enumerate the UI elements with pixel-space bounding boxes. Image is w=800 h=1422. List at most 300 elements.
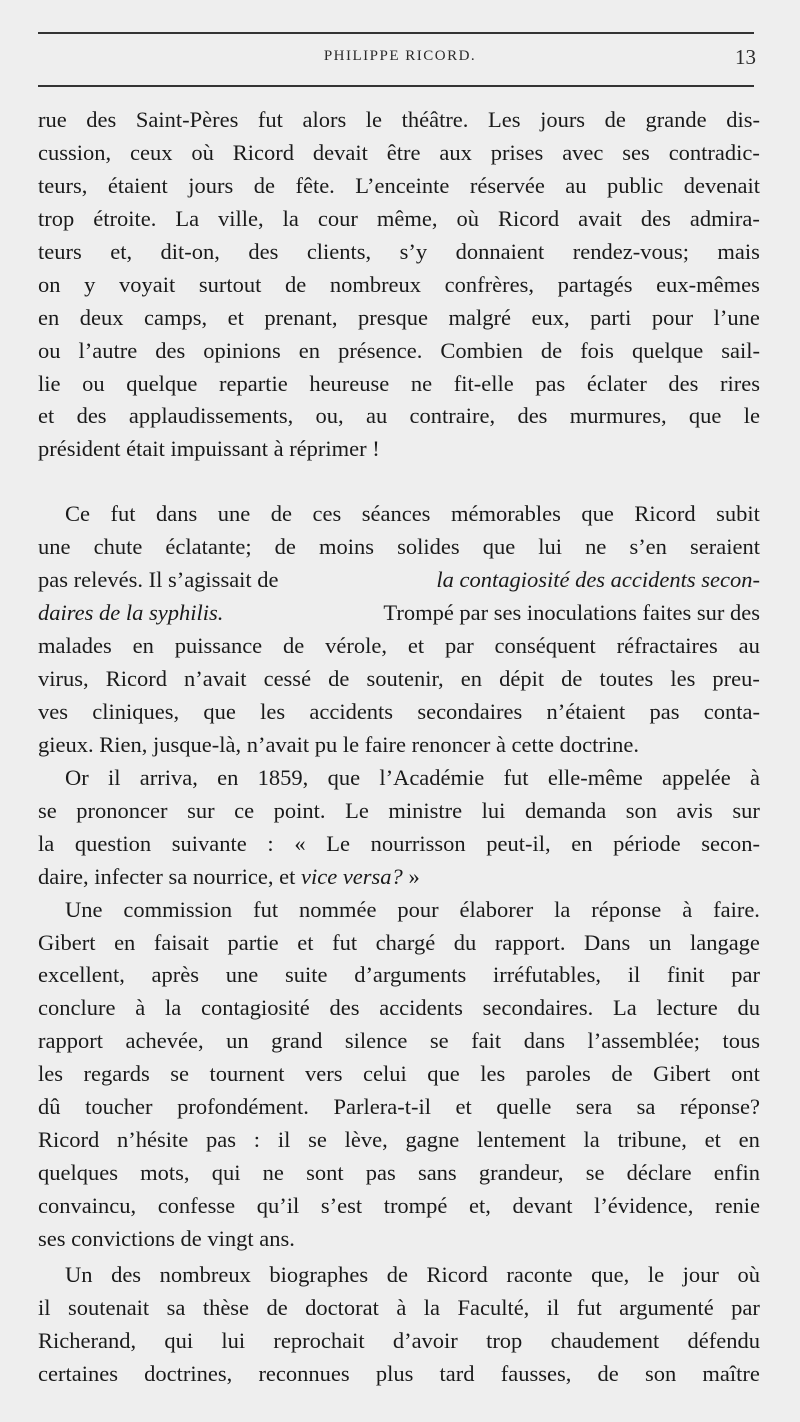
word: ou,	[315, 403, 344, 429]
word: cessé	[263, 666, 312, 691]
word: rendez-vous;	[572, 238, 689, 264]
word: La	[613, 995, 637, 1021]
word: fut	[503, 764, 529, 790]
word: faisait	[153, 929, 209, 955]
word: les	[260, 698, 286, 724]
word: maître	[702, 1360, 760, 1386]
word: de	[540, 337, 563, 363]
word: confesse	[157, 1193, 236, 1218]
word: être	[386, 139, 421, 165]
word: déclare	[626, 1160, 692, 1186]
word: voyait	[118, 271, 176, 297]
word: ministre	[388, 797, 463, 823]
word: par	[444, 633, 474, 659]
word: La	[175, 205, 200, 231]
word: fausses,	[500, 1360, 572, 1386]
word: lie	[38, 370, 61, 396]
word: tournent	[209, 1061, 285, 1087]
text-line	[38, 1157, 760, 1190]
word: un	[226, 1028, 249, 1054]
word: la	[423, 1294, 441, 1320]
word: sur	[187, 797, 215, 823]
word: en	[298, 337, 321, 363]
word: ne	[262, 1160, 284, 1186]
word: devait	[312, 139, 368, 165]
paragraph	[38, 1259, 760, 1391]
word: dans	[156, 501, 198, 527]
word: suivante	[171, 830, 247, 856]
word: trop	[38, 205, 75, 231]
word: par	[731, 1294, 760, 1320]
word: de	[611, 1061, 633, 1087]
word: fête.	[295, 172, 335, 198]
text-line	[38, 400, 760, 433]
word: que	[327, 764, 361, 790]
word: à	[135, 995, 146, 1021]
word: le	[647, 1261, 665, 1287]
word: certaines	[38, 1360, 118, 1386]
word: en	[460, 666, 483, 691]
word: s’y	[399, 238, 428, 264]
word: et	[455, 1094, 472, 1120]
word: dis-	[726, 107, 760, 132]
word: donnaient	[455, 238, 545, 264]
word: sans	[417, 1160, 457, 1186]
word: rires	[720, 370, 760, 396]
word: dans	[523, 1028, 565, 1054]
word: qui	[211, 1160, 241, 1186]
word: réponse	[591, 896, 662, 922]
word: parti	[590, 304, 632, 330]
word: toutes	[599, 666, 654, 691]
word: Richerand,	[38, 1327, 137, 1353]
word: eux-mêmes	[656, 271, 760, 297]
word: moins	[319, 534, 375, 560]
text-run: »	[408, 863, 420, 889]
text-line	[38, 498, 760, 531]
word: sont	[306, 1160, 344, 1186]
word: repartie	[219, 370, 288, 396]
word: subit	[716, 501, 760, 527]
text-line	[38, 762, 760, 795]
word: où	[456, 205, 479, 231]
word: finit	[667, 962, 705, 988]
word: rapport.	[494, 929, 566, 955]
word: Le	[326, 830, 350, 856]
word: rue	[38, 107, 67, 132]
word: dû	[38, 1094, 61, 1120]
paragraph	[38, 762, 760, 894]
word: Gibert	[653, 1061, 711, 1087]
word: de	[274, 534, 296, 560]
word: reprochait	[273, 1327, 365, 1353]
text-line	[38, 1091, 760, 1124]
word: des	[329, 995, 360, 1021]
word: de	[283, 633, 305, 659]
word: des	[111, 1261, 142, 1287]
word: s’est	[320, 1193, 363, 1218]
word: trop	[486, 1327, 523, 1353]
word: fait	[471, 1028, 502, 1054]
word: éclatante;	[165, 534, 252, 560]
word: et	[38, 403, 55, 429]
word: ne	[410, 370, 433, 396]
word: et	[704, 1127, 721, 1153]
word: Ricord	[634, 501, 696, 527]
word: se	[308, 1127, 327, 1153]
word: pas	[535, 370, 566, 396]
word: il	[546, 1294, 560, 1320]
word: de	[386, 1261, 408, 1287]
word: chaudement	[550, 1327, 660, 1353]
word: alors	[302, 107, 347, 132]
text-line	[38, 1292, 760, 1325]
word: à	[396, 1294, 407, 1320]
word: la	[164, 995, 182, 1021]
text-line: ses convictions de vingt ans.	[38, 1225, 295, 1251]
word: profondément.	[177, 1094, 309, 1120]
word: Combien	[440, 337, 523, 363]
word: lui	[538, 534, 563, 560]
word: doctorat	[305, 1294, 379, 1320]
word: fut	[332, 929, 358, 955]
text-line	[38, 597, 760, 630]
word: de	[328, 666, 350, 691]
word: au	[565, 172, 587, 198]
word: le	[743, 403, 760, 429]
word: grande	[645, 107, 707, 132]
word: étroite.	[93, 205, 157, 231]
word: de	[561, 666, 583, 691]
word: quelques	[38, 1160, 118, 1186]
word: rapport	[38, 1028, 103, 1054]
text-run: Trompé par ses inoculations faites sur des	[383, 600, 760, 626]
word: Ricord	[38, 1127, 100, 1153]
word: langage	[689, 929, 760, 955]
word: cliniques,	[92, 698, 180, 724]
word: présence.	[338, 337, 423, 363]
word: sail-	[721, 337, 760, 363]
word: quelque	[631, 337, 704, 363]
word: n’étaient	[546, 698, 626, 724]
word: Ricord	[497, 205, 560, 231]
word: Ricord	[105, 666, 167, 691]
word: Dans	[584, 929, 631, 955]
word: sa	[636, 1094, 656, 1120]
text-line	[38, 663, 760, 696]
word: ves	[38, 698, 68, 724]
paragraph-gap	[38, 466, 760, 498]
word: malgré	[448, 304, 511, 330]
word: d’avoir	[392, 1327, 458, 1353]
italic-title-run: la contagiosité des accidents secon-	[436, 567, 760, 593]
word: eux,	[531, 304, 570, 330]
text-line	[38, 170, 760, 203]
word: l’assemblée;	[587, 1028, 700, 1054]
word: soutenait	[67, 1294, 150, 1320]
word: il	[38, 1294, 51, 1320]
word: heureuse	[309, 370, 390, 396]
word: lève,	[344, 1127, 388, 1153]
word: peut-il,	[486, 830, 551, 856]
word: de	[597, 1360, 619, 1386]
word: deux	[79, 304, 124, 330]
word: public	[607, 172, 664, 198]
word: l’une	[713, 304, 760, 330]
text-line	[38, 927, 760, 960]
word: lecture	[656, 995, 718, 1021]
word: clients,	[306, 238, 372, 264]
word: nourrisson	[370, 830, 466, 856]
word: ses	[622, 139, 650, 165]
word: ont	[731, 1061, 760, 1087]
word: dépit	[499, 666, 545, 691]
word: il	[277, 1127, 291, 1153]
text-line	[38, 795, 760, 828]
word: les	[38, 1061, 63, 1087]
word: des	[86, 107, 117, 132]
text-line	[38, 1325, 760, 1358]
word: fois	[580, 337, 614, 363]
word: étaient	[107, 172, 168, 198]
word: avis	[676, 797, 713, 823]
word: des	[640, 205, 671, 231]
word: admira-	[689, 205, 760, 231]
word: prononcer	[76, 797, 168, 823]
word: avait	[578, 205, 622, 231]
text-line	[38, 992, 760, 1025]
text-line: gieux. Rien, jusque-là, n’avait pu le faire renoncer à cette doctrine.	[38, 731, 639, 757]
word: contradic-	[668, 139, 760, 165]
word: tard	[439, 1360, 475, 1386]
word: des	[155, 337, 186, 363]
word: du	[453, 929, 477, 955]
word: Un	[65, 1261, 93, 1287]
word: trompé	[383, 1193, 448, 1218]
word: devenait	[683, 172, 760, 198]
word: et,	[469, 1193, 491, 1218]
word: accidents	[309, 698, 394, 724]
word: secondaires.	[482, 995, 594, 1021]
text-line	[38, 236, 760, 269]
word: secondaires	[417, 698, 523, 724]
text-line	[38, 203, 760, 236]
word: confrères,	[444, 271, 534, 297]
word: en	[132, 633, 154, 659]
word: après	[151, 962, 200, 988]
word: contagiosité	[200, 995, 310, 1021]
word: l’autre	[78, 337, 138, 363]
word: et	[297, 929, 314, 955]
text-line	[38, 696, 760, 729]
word: éclater	[586, 370, 647, 396]
word: réservée	[469, 172, 545, 198]
word: Ce	[65, 501, 90, 527]
word: grand	[271, 1028, 323, 1054]
word: tribune,	[617, 1127, 687, 1153]
word: chute	[93, 534, 143, 560]
word: pour	[651, 304, 694, 330]
word: son	[644, 1360, 677, 1386]
word: fut	[257, 107, 283, 132]
word: au	[738, 633, 760, 659]
word: au	[365, 403, 388, 429]
word: ville,	[218, 205, 264, 231]
word: réfractaires	[616, 633, 718, 659]
word: le	[365, 107, 383, 132]
word: fit-elle	[453, 370, 514, 396]
word: soutenir,	[366, 666, 444, 691]
word: on	[38, 271, 61, 297]
word: ces	[312, 501, 342, 527]
word: la	[554, 896, 571, 922]
word: à	[682, 896, 693, 922]
body-text	[38, 104, 760, 1391]
word: devant	[512, 1193, 573, 1218]
word: prises	[490, 139, 544, 165]
page-number: 13	[735, 45, 756, 69]
word: séances	[361, 501, 431, 527]
word: Parlera-t-il	[333, 1094, 431, 1120]
text-line	[38, 828, 760, 861]
word: regards	[83, 1061, 150, 1087]
word: de	[253, 172, 275, 198]
word: la	[282, 205, 299, 231]
word: «	[294, 830, 306, 856]
word: que	[482, 534, 516, 560]
word: du	[737, 995, 760, 1021]
word: que	[427, 1061, 460, 1087]
word: malades	[38, 633, 112, 659]
word: partie	[227, 929, 279, 955]
word: se	[38, 797, 57, 823]
word: irréfutables,	[492, 962, 602, 988]
word: en	[114, 929, 136, 955]
word: surtout	[198, 271, 262, 297]
word: cour	[317, 205, 358, 231]
text-line: président était impuissant à réprimer !	[38, 436, 380, 462]
word: sur	[732, 797, 760, 823]
word: Gibert	[38, 929, 96, 955]
word: et	[407, 633, 425, 659]
word: doctrines,	[144, 1360, 233, 1386]
word: enfin	[713, 1160, 760, 1186]
word: une	[217, 501, 251, 527]
text-line	[38, 630, 760, 663]
paragraph	[38, 498, 760, 762]
word: pas	[206, 1127, 237, 1153]
word: celui	[363, 1061, 407, 1087]
word: où	[191, 139, 214, 165]
text-run: pas relevés. Il s’agissait de	[38, 567, 279, 593]
word: achevée,	[125, 1028, 204, 1054]
word: n’avait	[184, 666, 247, 691]
word: commission	[123, 896, 233, 922]
word: se	[429, 1028, 449, 1054]
word: n’hésite	[117, 1127, 189, 1153]
word: elle-même	[547, 764, 643, 790]
word: s’en	[629, 534, 667, 560]
text-line	[38, 861, 760, 894]
word: nombreux	[159, 1261, 251, 1287]
word: où	[737, 1261, 760, 1287]
word: nommée	[298, 896, 377, 922]
text-line	[38, 894, 760, 927]
header-rule-top	[38, 32, 754, 34]
text-line	[38, 1358, 760, 1391]
word: 1859,	[257, 764, 309, 790]
word: la	[583, 1127, 600, 1153]
word: période	[613, 830, 681, 856]
word: lui	[481, 797, 506, 823]
text-line	[38, 1025, 760, 1058]
italic-run: vice versa?	[300, 863, 403, 889]
word: suite	[284, 962, 328, 988]
word: gagne	[405, 1127, 460, 1153]
word: en	[217, 764, 239, 790]
word: applaudissements,	[128, 403, 294, 429]
word: Une	[65, 896, 103, 922]
word: quelle	[496, 1094, 552, 1120]
text-line	[38, 368, 760, 401]
word: en	[571, 830, 593, 856]
word: pas	[365, 1160, 396, 1186]
running-title: PHILIPPE RICORD.	[323, 48, 477, 64]
word: ce	[234, 797, 255, 823]
word: que	[581, 501, 614, 527]
word: en	[38, 304, 60, 330]
word: thèse	[202, 1294, 250, 1320]
word: vers	[305, 1061, 343, 1087]
word: qu’il	[256, 1193, 300, 1218]
word: ou	[82, 370, 105, 396]
word: avec	[562, 139, 604, 165]
word: se	[585, 1160, 605, 1186]
word: jour	[682, 1261, 719, 1287]
word: jours	[188, 172, 234, 198]
word: murmures,	[569, 403, 667, 429]
word: des	[76, 403, 107, 429]
word: théâtre.	[401, 107, 469, 132]
word: opinions	[203, 337, 281, 363]
paragraph	[38, 104, 760, 466]
word: mots,	[140, 1160, 190, 1186]
text-line	[38, 1058, 760, 1091]
word: élaborer	[459, 896, 534, 922]
word: appelée	[662, 764, 731, 790]
word: fut	[253, 896, 279, 922]
word: lui	[221, 1327, 246, 1353]
word: prenant,	[264, 304, 338, 330]
word: sa	[166, 1294, 186, 1320]
word: de	[266, 1294, 288, 1320]
word: Ricord	[232, 139, 295, 165]
word: solides	[397, 534, 460, 560]
word: et,	[110, 238, 133, 264]
word: pas	[649, 698, 680, 724]
word: son	[625, 797, 657, 823]
text-run: daire, infecter sa nourrice, et	[38, 863, 296, 889]
word: ceux	[130, 139, 173, 165]
word: camps,	[144, 304, 208, 330]
word: teurs,	[38, 172, 88, 198]
header-rule-bottom	[38, 85, 754, 87]
word: y	[84, 271, 96, 297]
word: l’Académie	[379, 764, 485, 790]
word: vérole,	[325, 633, 387, 659]
text-line	[38, 1124, 760, 1157]
word: renie	[714, 1193, 760, 1218]
